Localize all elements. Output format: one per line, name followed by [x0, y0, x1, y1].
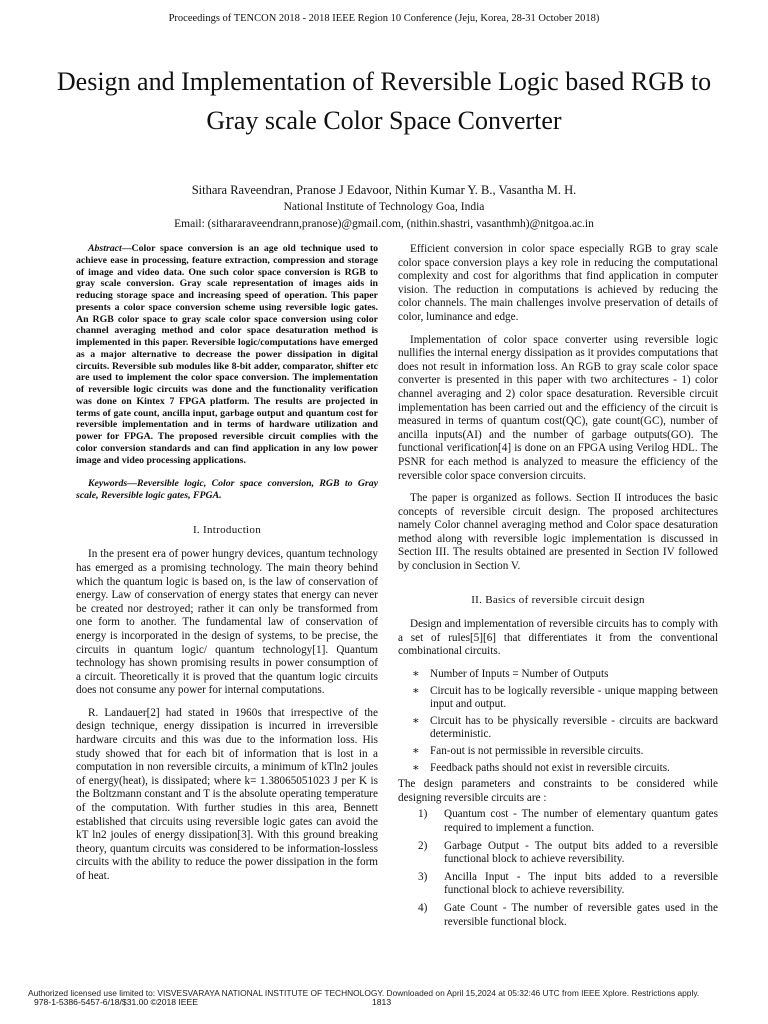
list-item: 4) Gate Count - The number of reversible gates used in the reversible functional block.: [418, 901, 718, 928]
right-paragraph-3: The paper is organized as follows. Section II introduces the basic concepts of reversible circuit design. The proposed architectures namely Color channel averaging method and Color space desaturation method along with reversible logic implementation is discussed in Section III. The results obtained are presented in Section IV followed by conclusion in Section V.: [398, 492, 718, 573]
list-item: 2) Garbage Output - The output bits added to a reversible functional block to achieve reversibility.: [418, 839, 718, 866]
basics-paragraph-2: The design parameters and constraints to be considered while designing reversible circuits are :: [398, 778, 718, 804]
basics-paragraph-1: Design and implementation of reversible circuits has to comply with a set of rules[5][6] that differentiates it from the conventional combinational circuits.: [398, 618, 718, 658]
right-paragraph-2: Implementation of color space converter using reversible logic nullifies the internal energy dissipation as it provides computations that does not result in information loss. An RGB to gray scale color space converter is presented in this paper with two architectures - 1) color channel averaging and 2) color space desaturation. Reversible circuit implementation has been carried out and the efficiency of the circuit is measured in terms of quantum cost(QC), gate count(GC), number of ancilla inputs(AI) and the number of garbage outputs(GO). The functional verification[4] is done on an FPGA using Verilog HDL. The PSNR for each method is analyzed to measure the efficiency of the reversible color space conversion circuits.: [398, 333, 718, 482]
bullet-mark: ∗: [412, 714, 420, 727]
list-item: ∗ Circuit has to be physically reversible - circuits are backward deterministic.: [412, 714, 718, 741]
list-item: ∗ Number of Inputs = Number of Outputs: [412, 668, 609, 681]
author-affiliation: National Institute of Technology Goa, India: [283, 201, 485, 213]
right-column: [398, 243, 718, 933]
list-item: 3) Ancilla Input - The input bits added to a reversible functional block to achieve reversibility.: [418, 870, 718, 897]
list-item: ∗ Feedback paths should not exist in reversible circuits.: [412, 761, 670, 774]
intro-paragraph-1: In the present era of power hungry devices, quantum technology has emerged as a promising technology. The main theory behind which the quantum logic is based on, is the law of conservation of energy. Law of conservation of energy states that energy can never be created nor destroyed; rather it can only be transformed from one form to another. The fundamental law of conservation of energy is incorporated in the design of systems, to be precise, the circuits in quantum logic/ quantum technology[1]. Quantum technology has shown promising results in power consumption of a circuit. Theoretically it is proved that the quantum logic circuits does not consume any power for internal computations.: [76, 548, 378, 697]
bullet-mark: ∗: [412, 668, 420, 681]
abstract: [76, 243, 378, 466]
page-number: 1813: [372, 997, 392, 1007]
author-names: Sithara Raveendran, Pranose J Edavoor, Nithin Kumar Y. B., Vasantha M. H.: [191, 183, 577, 197]
proceedings-header: Proceedings of TENCON 2018 - 2018 IEEE Region 10 Conference (Jeju, Korea, 28-31 October 2018): [168, 13, 600, 24]
paper-title: Design and Implementation of Reversible Logic based RGB to Gray scale Color Space Converter: [56, 67, 712, 135]
bullet-mark: ∗: [412, 684, 420, 697]
left-column: [76, 243, 378, 893]
list-item: ∗ Fan-out is not permissible in reversible circuits.: [412, 745, 644, 757]
abstract-text: —Color space conversion is an age old technique used to achieve ease in processing, feature extraction, compression and storage of image and video data. One such color space conversion is RGB to gray scale conversion. Gray scale representation of images aids in reducing storage space and increasing speed of operation. This paper presents a color space conversion scheme using reversible logic gates. An RGB color space to gray scale color space conversion using color channel averaging method and color space desaturation method is implemented in this paper. Reversible logic/computations have emerged as a major alternative to decrease the power dissipation in digital circuits. Reversible sub modules like 8-bit adder, comparator, shifter etc are used to implement the color space conversion. The implementation of reversible logic circuits was done and the functionality verification was done on Kintex 7 FPGA platform. The results are projected in terms of gate count, ancilla input, garbage output and quantum cost for reversible implementation and in terms of hardware utilization and power for FPGA. The proposed reversible circuit complies with the color conversion standards and can find application in any low power image and video processing applications.: [76, 243, 378, 466]
license-footer: Authorized licensed use limited to: VISVESVARAYA NATIONAL INSTITUTE OF TECHNOLOGY. Downloaded on April 15,2024 at 05:32:46 UTC from IEEE Xplore. Restrictions apply.: [28, 988, 700, 998]
section-heading-basics: II. Basics of reversible circuit design: [471, 593, 645, 606]
rules-list: [398, 668, 718, 775]
keywords: Keywords—Reversible logic, Color space conversion, RGB to Gray scale, Reversible logic gates, FPGA.: [76, 478, 378, 501]
author-email: Email: (sithararaveendrann,pranose)@gmail.com, (nithin.shastri, vasanthmh)@nitgoa.ac.in: [174, 218, 594, 230]
section-heading-introduction: I. Introduction: [192, 523, 262, 536]
intro-paragraph-2: R. Landauer[2] had stated in 1960s that irrespective of the design technique, energy dissipation is incurred in irreversible hardware circuits and this was due to the information loss. His study showed that for each bit of information that is lost in a computation in non reversible circuits, a minimum of kTln2 joules of energy(heat), is dissipated; where k= 1.38065051023 J per K is the Boltzmann constant and T is the absolute operating temperature of the computation. With further studies in this area, Bennett established that circuits using reversible logic gates can avoid the kT ln2 joules of energy dissipation[3]. With this ground breaking theory, quantum circuits was considered to be information-lossless circuits with the ability to reduce the power dissipation in the form of heat.: [76, 706, 378, 882]
isbn-footer: 978-1-5386-5457-6/18/$31.00 ©2018 IEEE: [34, 997, 199, 1007]
bullet-mark: ∗: [412, 745, 420, 757]
abstract-lead: Abstract: [88, 243, 122, 254]
list-item: ∗ Circuit has to be logically reversible - unique mapping between input and output.: [412, 684, 718, 711]
author-block: [0, 182, 768, 233]
right-paragraph-1: Efficient conversion in color space especially RGB to gray scale color space conversion plays a key role in reducing the computational complexity and cost for algorithms that find application in computer vision. The reduction in computations is achieved by reducing the color channels. The main challenges involve preservation of details of color, luminance and edge.: [398, 243, 718, 323]
parameters-list: [398, 808, 718, 929]
list-item: 1) Quantum cost - The number of elementary quantum gates required to implement a function.: [418, 808, 718, 834]
bullet-mark: ∗: [412, 761, 420, 774]
